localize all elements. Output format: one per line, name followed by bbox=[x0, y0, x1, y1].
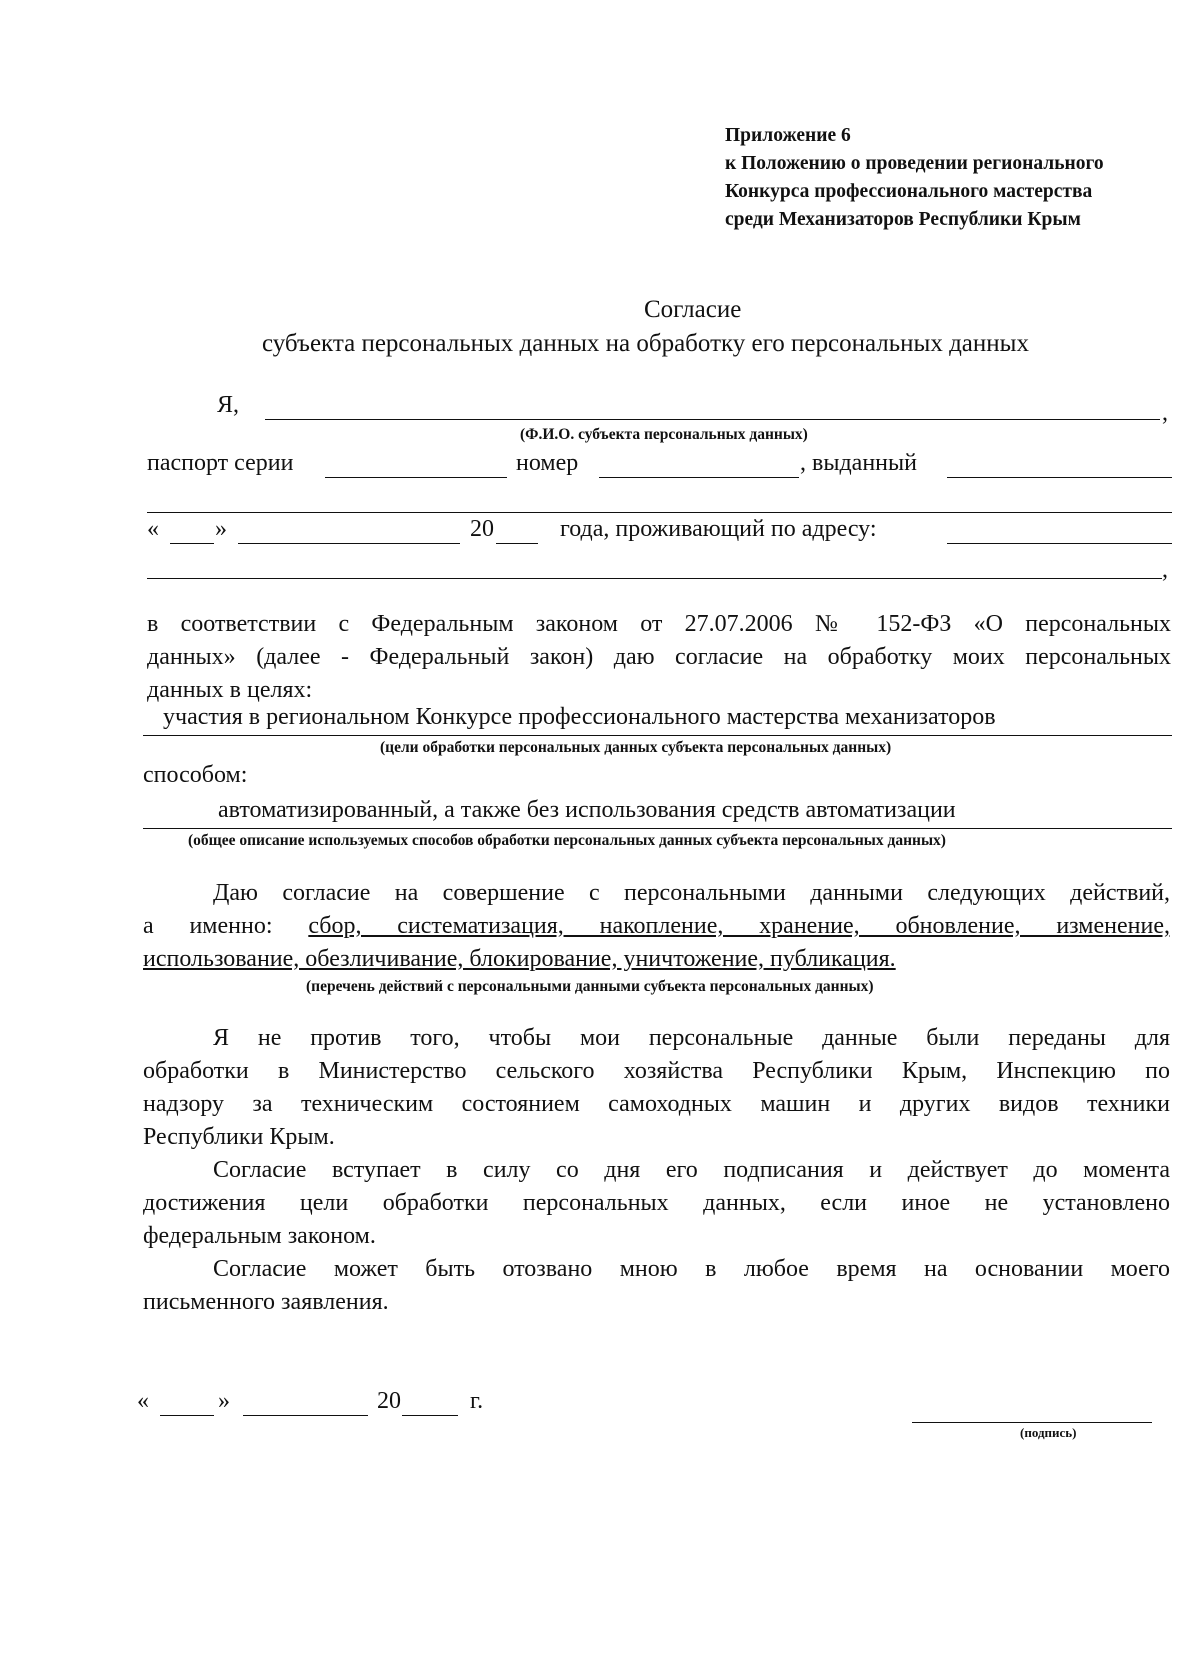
method-label: способом: bbox=[143, 762, 248, 788]
issue-year-prefix: 20 bbox=[470, 516, 494, 542]
issued-input-line[interactable] bbox=[947, 477, 1172, 478]
actions-intro: а именно: bbox=[143, 913, 273, 939]
passport-number-label: номер bbox=[516, 450, 579, 476]
signing-day-input-line[interactable] bbox=[160, 1415, 214, 1416]
issued-label: , выданный bbox=[800, 450, 917, 476]
validity-paragraph bbox=[143, 1154, 1170, 1253]
passport-series-input-line[interactable] bbox=[325, 477, 507, 478]
signature-input-line[interactable] bbox=[912, 1422, 1152, 1423]
date-quote-close: » bbox=[215, 516, 227, 542]
transfer-line-2: обработки в Министерство сельского хозяйства Республики Крым, Инспекцию по bbox=[143, 1058, 1170, 1084]
law-reference-paragraph bbox=[147, 608, 1171, 707]
signature-caption: (подпись) bbox=[1020, 1425, 1077, 1440]
law-paragraph-line-2: данных» (далее - Федеральный закон) даю согласие на обработку моих персональных bbox=[147, 644, 1171, 670]
transfer-line-1: Я не против того, чтобы мои персональные данные были переданы для bbox=[213, 1025, 1170, 1051]
transfer-line-3: надзору за техническим состоянием самоходных машин и других видов техники bbox=[143, 1091, 1170, 1117]
actions-list-part-1: сбор, систематизация, накопление, хранение, обновление, изменение, bbox=[308, 913, 1170, 939]
method-caption: (общее описание используемых способов обработки персональных данных субъекта персональных данных) bbox=[188, 832, 946, 849]
residing-label: года, проживающий по адресу: bbox=[560, 516, 877, 542]
transfer-consent-paragraph bbox=[143, 1022, 1170, 1154]
actions-line-2 bbox=[143, 910, 1170, 943]
purpose-value: участия в региональном Конкурсе профессионального мастерства механизаторов bbox=[163, 704, 996, 730]
signing-date-quote-open: « bbox=[137, 1388, 149, 1414]
revocation-line-1: Согласие может быть отозвано мною в любое время на основании моего bbox=[213, 1256, 1170, 1282]
fio-input-line[interactable] bbox=[265, 419, 1160, 420]
transfer-line-4: Республики Крым. bbox=[143, 1124, 335, 1150]
law-paragraph-line-1: в соответствии с Федеральным законом от 27.07.2006 № 152-ФЗ «О персональных bbox=[147, 611, 1171, 637]
validity-line-1: Согласие вступает в силу со дня его подписания и действует до момента bbox=[213, 1157, 1170, 1183]
revocation-paragraph bbox=[143, 1253, 1170, 1319]
method-value: автоматизированный, а также без использования средств автоматизации bbox=[218, 797, 956, 823]
validity-line-2: достижения цели обработки персональных данных, если иное не установлено bbox=[143, 1190, 1170, 1216]
signing-year-prefix: 20 bbox=[377, 1388, 401, 1414]
method-underline bbox=[143, 828, 1172, 829]
actions-line-1: Даю согласие на совершение с персональными данными следующих действий, bbox=[213, 880, 1170, 906]
signing-year-input-line[interactable] bbox=[402, 1415, 458, 1416]
passport-number-input-line[interactable] bbox=[599, 477, 799, 478]
actions-list-part-2: использование, обезличивание, блокирование, уничтожение, публикация. bbox=[143, 946, 896, 972]
actions-paragraph bbox=[143, 877, 1170, 976]
appendix-line-3: Конкурса профессионального мастерства bbox=[725, 181, 1093, 202]
issue-year-input-line[interactable] bbox=[496, 543, 538, 544]
issued-continuation-line[interactable] bbox=[147, 512, 1172, 513]
signing-date-quote-close: » bbox=[218, 1388, 230, 1414]
appendix-line-2: к Положению о проведении регионального bbox=[725, 153, 1104, 174]
signing-year-suffix: г. bbox=[470, 1388, 484, 1414]
address-input-line[interactable] bbox=[947, 543, 1172, 544]
document-subtitle: субъекта персональных данных на обработку его персональных данных bbox=[262, 330, 1029, 357]
fio-caption: (Ф.И.О. субъекта персональных данных) bbox=[520, 426, 808, 443]
purpose-caption: (цели обработки персональных данных субъекта персональных данных) bbox=[380, 739, 892, 756]
appendix-line-4: среди Механизаторов Республики Крым bbox=[725, 209, 1081, 230]
purpose-underline bbox=[143, 735, 1172, 736]
address-comma: , bbox=[1162, 557, 1168, 583]
ya-label: Я, bbox=[217, 392, 240, 418]
issue-month-input-line[interactable] bbox=[238, 543, 460, 544]
law-paragraph-line-3: данных в целях: bbox=[147, 677, 313, 703]
address-continuation-line[interactable] bbox=[147, 578, 1162, 579]
passport-series-label: паспорт серии bbox=[147, 450, 294, 476]
issue-day-input-line[interactable] bbox=[170, 543, 214, 544]
fio-comma: , bbox=[1162, 400, 1168, 426]
actions-caption: (перечень действий с персональными данными субъекта персональных данных) bbox=[306, 978, 874, 995]
document-title: Согласие bbox=[644, 296, 742, 323]
appendix-line-1: Приложение 6 bbox=[725, 125, 851, 146]
appendix-header bbox=[725, 122, 1104, 234]
validity-line-3: федеральным законом. bbox=[143, 1223, 376, 1249]
signing-month-input-line[interactable] bbox=[243, 1415, 368, 1416]
date-quote-open: « bbox=[147, 516, 159, 542]
revocation-line-2: письменного заявления. bbox=[143, 1289, 389, 1315]
